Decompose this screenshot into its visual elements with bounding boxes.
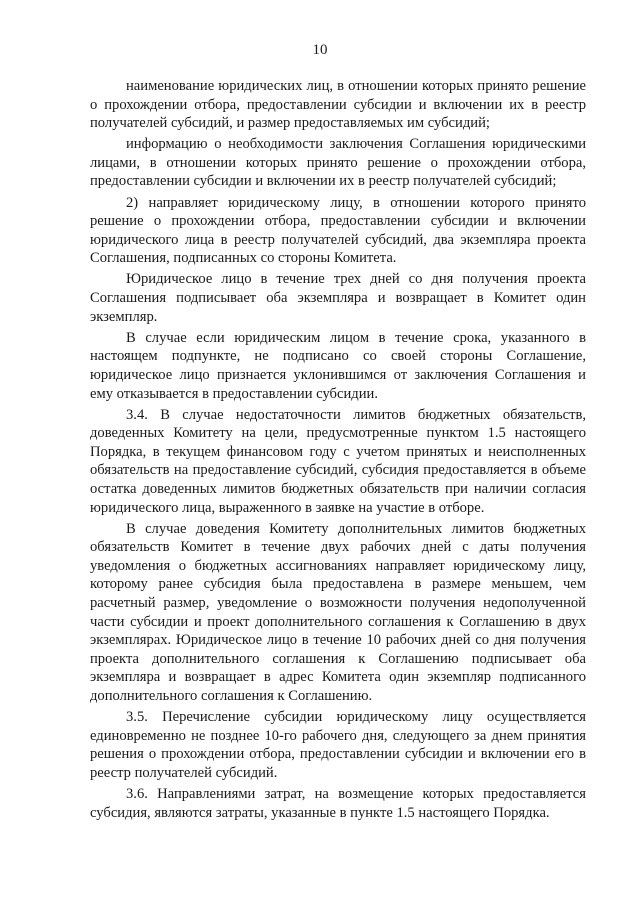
paragraph-4: Юридическое лицо в течение трех дней со дня получения проекта Соглашения подписывает оба экземпляра и возвращает в Комитет один экземпляр. [90,271,586,325]
paragraph-8: 3.5. Перечисление субсидии юридическому лицу осуществляется единовременно не позднее 10-го рабочего дня, следующего за днем принятия решения о прохождении отбора, предоставлении субсидии и включении его в реестр получателей субсидий. [90,709,586,781]
paragraph-5: В случае если юридическим лицом в течение срока, указанного в настоящем подпункте, не подписано со своей стороны Соглашение, юридическое лицо признается уклонившимся от заключения Соглашения и ему отказывается в предоставлении субсидии. [90,329,586,402]
document-body [90,77,586,825]
paragraph-9: 3.6. Направлениями затрат, на возмещение которых предоставляется субсидия, являются затраты, указанные в пункте 1.5 настоящего Порядка. [90,785,586,821]
paragraph-1: наименование юридических лиц, в отношении которых принято решение о прохождении отбора, предоставлении субсидии и включении их в реестр получателей субсидий, и размер предоставляемых им субсидий; [90,78,586,132]
paragraph-6: 3.4. В случае недостаточности лимитов бюджетных обязательств, доведенных Комитету на цели, предусмотренные пунктом 1.5 настоящего Порядка, в текущем финансовом году с учетом принятых и неисполненных обязательств на предоставление субсидий, субсидия предоставляется в объеме остатка доведенных лимитов бюджетных обязательств при наличии согласия юридического лица, выраженного в заявке на участие в отборе. [90,406,586,516]
paragraph-7: В случае доведения Комитету дополнительных лимитов бюджетных обязательств Комитет в течение двух рабочих дней с даты получения уведомления о бюджетных ассигнованиях направляет юридическому лицу, которому ранее субсидия была предоставлена в размере меньшем, чем расчетный размер, уведомление о возможности получения недополученной части субсидии и проект дополнительного соглашения к Соглашению в двух экземплярах. Юридическое лицо в течение 10 рабочих дней со дня получения проекта дополнительного соглашения к Соглашению подписывает оба экземпляра и возвращает в адрес Комитета один экземпляр подписанного дополнительного соглашения к Соглашению. [90,520,586,704]
paragraph-2: информацию о необходимости заключения Соглашения юридическими лицами, в отношении которых принято решение о прохождении отбора, предоставлении субсидии и включении их в реестр получателей субсидий; [90,136,586,190]
page-number: 10 [312,42,328,58]
paragraph-3: 2) направляет юридическому лицу, в отношении которого принято решение о прохождении отбора, предоставлении субсидии и включении юридического лица в реестр получателей субсидий, два экземпляра проекта Соглашения, подписанных со стороны Комитета. [90,194,586,267]
